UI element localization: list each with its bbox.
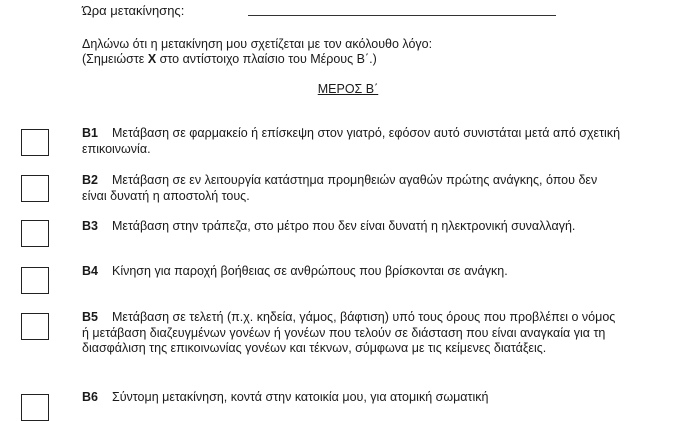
departure-time-label: Ώρα μετακίνησης: [82,3,185,18]
option-b3-checkbox[interactable] [21,220,49,247]
option-description: Μετάβαση σε τελετή (π.χ. κηδεία, γάμος, βάφτιση) υπό τους όρους που προβλέπει ο νόμος ή μετάβαση διαζευγμένων γονέων ή γονέων που τελούν σε διάσταση που είναι αναγκαία για τη διασφάλιση της επικοινωνίας γονέων και τέκνων, σύμφωνα με τις κείμενες διατάξεις. [82,310,616,356]
declaration-line-2-pre: (Σημειώστε [82,52,148,66]
option-b1-checkbox[interactable] [21,129,49,156]
option-b1-text [82,126,622,157]
declaration-line-1: Δηλώνω ότι η μετακίνηση μου σχετίζεται με τον ακόλουθο λόγο: [82,37,433,51]
option-b2-text [82,173,622,204]
option-code: Β5 [82,310,98,324]
option-b3-text [82,219,622,235]
option-code: Β6 [82,390,98,404]
option-code: Β1 [82,126,98,140]
option-b5-checkbox[interactable] [21,313,49,340]
option-code: Β4 [82,264,98,278]
option-description: Μετάβαση στην τράπεζα, στο μέτρο που δεν είναι δυνατή η ηλεκτρονική συναλλαγή. [111,219,576,233]
departure-time-field[interactable] [248,15,556,16]
declaration-line-2-post: στο αντίστοιχο πλαίσιο του Μέρους Β΄.) [156,52,377,66]
option-description: Μετάβαση σε εν λειτουργία κατάστημα προμηθειών αγαθών πρώτης ανάγκης, όπου δεν είναι δυνατή η αποστολή τους. [82,173,598,203]
part-b-title: ΜΕΡΟΣ Β΄ [317,82,379,96]
option-b6-checkbox[interactable] [21,394,49,421]
option-description: Σύντομη μετακίνηση, κοντά στην κατοικία μου, για ατομική σωματική [111,390,489,404]
option-b6-text [82,390,622,406]
option-b5-text [82,310,622,357]
option-b4-text [82,264,622,280]
declaration-line-2 [82,52,432,67]
declaration-text [82,37,432,67]
option-code: Β3 [82,219,98,233]
option-b4-checkbox[interactable] [21,267,49,294]
option-description: Κίνηση για παροχή βοήθειας σε ανθρώπους που βρίσκονται σε ανάγκη. [111,264,508,278]
declaration-mark: Χ [147,52,157,66]
option-code: Β2 [82,173,98,187]
option-description: Μετάβαση σε φαρμακείο ή επίσκεψη στον γιατρό, εφόσον αυτό συνιστάται μετά από σχετική επικοινωνία. [82,126,621,156]
option-b2-checkbox[interactable] [21,175,49,202]
